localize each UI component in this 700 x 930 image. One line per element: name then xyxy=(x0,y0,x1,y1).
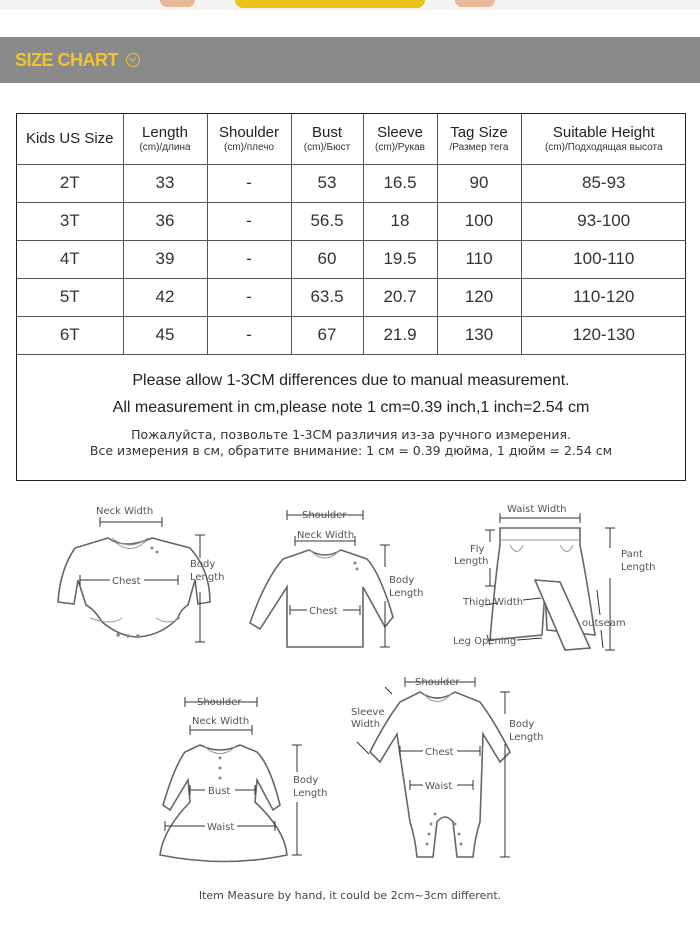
dress-illustration xyxy=(135,690,335,865)
table-cell: 2T xyxy=(17,164,123,202)
romper-sleeve-label-2: Width xyxy=(351,719,381,730)
table-cell: 67 xyxy=(291,316,363,354)
note-russian-2: Все измерения в см, обратите внимание: 1 см = 0.39 дюйма, 1 дюйм = 2.54 см xyxy=(89,442,613,458)
table-header-cell: Sleeve (cm)/Рукав xyxy=(363,114,437,164)
bodysuit-diagram xyxy=(50,500,240,660)
romper-body-label-1: Body xyxy=(509,719,535,730)
shirt-neck-label: Neck Width xyxy=(297,530,355,541)
table-cell: 60 xyxy=(291,240,363,278)
shirt-illustration xyxy=(245,505,435,655)
table-cell: 130 xyxy=(437,316,521,354)
table-cell: 33 xyxy=(123,164,207,202)
pants-waist-label: Waist Width xyxy=(507,504,567,515)
pants-fly-label-2: Length xyxy=(454,556,489,567)
dress-shape xyxy=(160,745,287,862)
romper-shoulder-label: Shoulder xyxy=(415,677,460,688)
table-cell: 110 xyxy=(437,240,521,278)
table-cell: - xyxy=(207,202,291,240)
table-cell: 93-100 xyxy=(521,202,686,240)
shirt-shoulder-label: Shoulder xyxy=(302,510,347,521)
table-cell: 5T xyxy=(17,278,123,316)
table-cell: 100 xyxy=(437,202,521,240)
table-cell: 120 xyxy=(437,278,521,316)
product-photo-strip xyxy=(0,0,700,10)
romper-body-label-2: Length xyxy=(509,732,544,743)
table-row xyxy=(17,202,686,240)
table-header-cell: Length (cm)/длина xyxy=(123,114,207,164)
table-cell: 110-120 xyxy=(521,278,686,316)
romper-diagram xyxy=(345,672,545,877)
table-cell: 63.5 xyxy=(291,278,363,316)
dress-diagram xyxy=(135,690,335,870)
bodysuit-chest-label: Chest xyxy=(112,576,141,587)
shirt-diagram xyxy=(245,505,435,660)
table-cell: - xyxy=(207,164,291,202)
pants-outseam-label: outseam xyxy=(582,618,626,629)
romper-sleeve-label-1: Sleeve xyxy=(351,707,385,718)
table-cell: 19.5 xyxy=(363,240,437,278)
bodysuit-body-label-2: Length xyxy=(190,572,225,583)
table-cell: 56.5 xyxy=(291,202,363,240)
dress-shoulder-label: Shoulder xyxy=(197,697,242,708)
table-cell: - xyxy=(207,240,291,278)
table-cell: 6T xyxy=(17,316,123,354)
table-cell: 20.7 xyxy=(363,278,437,316)
note-english-2: All measurement in cm,please note 1 cm=0.39 inch,1 inch=2.54 cm xyxy=(112,398,590,416)
measure-footnote: Item Measure by hand, it could be 2cm~3cm different. xyxy=(198,889,502,902)
table-cell: 39 xyxy=(123,240,207,278)
table-header-cell: Bust (cm)/Бюст xyxy=(291,114,363,164)
bodysuit-shape xyxy=(58,538,210,637)
shirt-shape xyxy=(250,550,393,647)
table-cell: 85-93 xyxy=(521,164,686,202)
romper-illustration xyxy=(345,672,545,872)
table-header-cell: Suitable Height (cm)/Подходящая высота xyxy=(521,114,686,164)
table-header-cell: Shoulder (cm)/плечо xyxy=(207,114,291,164)
chevron-circle-icon xyxy=(126,53,140,67)
size-table xyxy=(17,114,686,355)
size-chart-banner xyxy=(0,37,700,83)
table-cell: 4T xyxy=(17,240,123,278)
table-cell: - xyxy=(207,316,291,354)
dress-neck-label: Neck Width xyxy=(192,716,250,727)
table-row xyxy=(17,164,686,202)
table-cell: 3T xyxy=(17,202,123,240)
table-header-cell: Tag Size /Размер тега xyxy=(437,114,521,164)
note-russian-1: Пожалуйста, позвольте 1-3CM различия из-за ручного измерения. xyxy=(131,426,571,442)
shirt-chest-label: Chest xyxy=(309,606,338,617)
table-cell: 16.5 xyxy=(363,164,437,202)
table-cell: 90 xyxy=(437,164,521,202)
pants-pant-label-1: Pant xyxy=(621,549,643,560)
pants-fly-label-1: Fly xyxy=(470,544,485,555)
bodysuit-neck-label: Neck Width xyxy=(96,506,154,517)
table-cell: 42 xyxy=(123,278,207,316)
bodysuit-illustration xyxy=(50,500,240,655)
banner-title: SIZE CHART xyxy=(15,49,118,70)
table-header-cell: Kids US Size xyxy=(17,114,123,164)
dress-bust-label: Bust xyxy=(208,786,231,797)
dress-waist-label: Waist xyxy=(207,822,235,833)
pants-thigh-label: Thigh Width xyxy=(463,597,524,608)
bodysuit-body-label-1: Body xyxy=(190,559,216,570)
size-table-container xyxy=(16,113,686,481)
table-cell: - xyxy=(207,278,291,316)
note-english-1: Please allow 1-3CM differences due to manual measurement. xyxy=(132,371,570,389)
dress-body-label-2: Length xyxy=(293,788,328,799)
pants-leg-label: Leg Opening xyxy=(453,636,517,647)
romper-shape xyxy=(370,692,510,857)
table-cell: 21.9 xyxy=(363,316,437,354)
table-row xyxy=(17,278,686,316)
table-cell: 36 xyxy=(123,202,207,240)
table-cell: 18 xyxy=(363,202,437,240)
photo-hand-left xyxy=(160,0,195,7)
photo-yellow-garment xyxy=(235,0,425,8)
dress-body-label-1: Body xyxy=(293,775,319,786)
table-cell: 53 xyxy=(291,164,363,202)
pants-illustration xyxy=(445,500,655,665)
romper-chest-label: Chest xyxy=(425,747,454,758)
shirt-body-label-1: Body xyxy=(389,575,415,586)
table-cell: 100-110 xyxy=(521,240,686,278)
shirt-body-label-2: Length xyxy=(389,588,424,599)
pants-diagram xyxy=(445,500,655,670)
measurement-notes xyxy=(17,355,685,459)
table-row xyxy=(17,316,686,354)
photo-hand-right xyxy=(455,0,495,7)
table-cell: 120-130 xyxy=(521,316,686,354)
table-row xyxy=(17,240,686,278)
table-header-row xyxy=(17,114,686,164)
table-cell: 45 xyxy=(123,316,207,354)
romper-waist-label: Waist xyxy=(425,781,453,792)
pants-pant-label-2: Length xyxy=(621,562,656,573)
